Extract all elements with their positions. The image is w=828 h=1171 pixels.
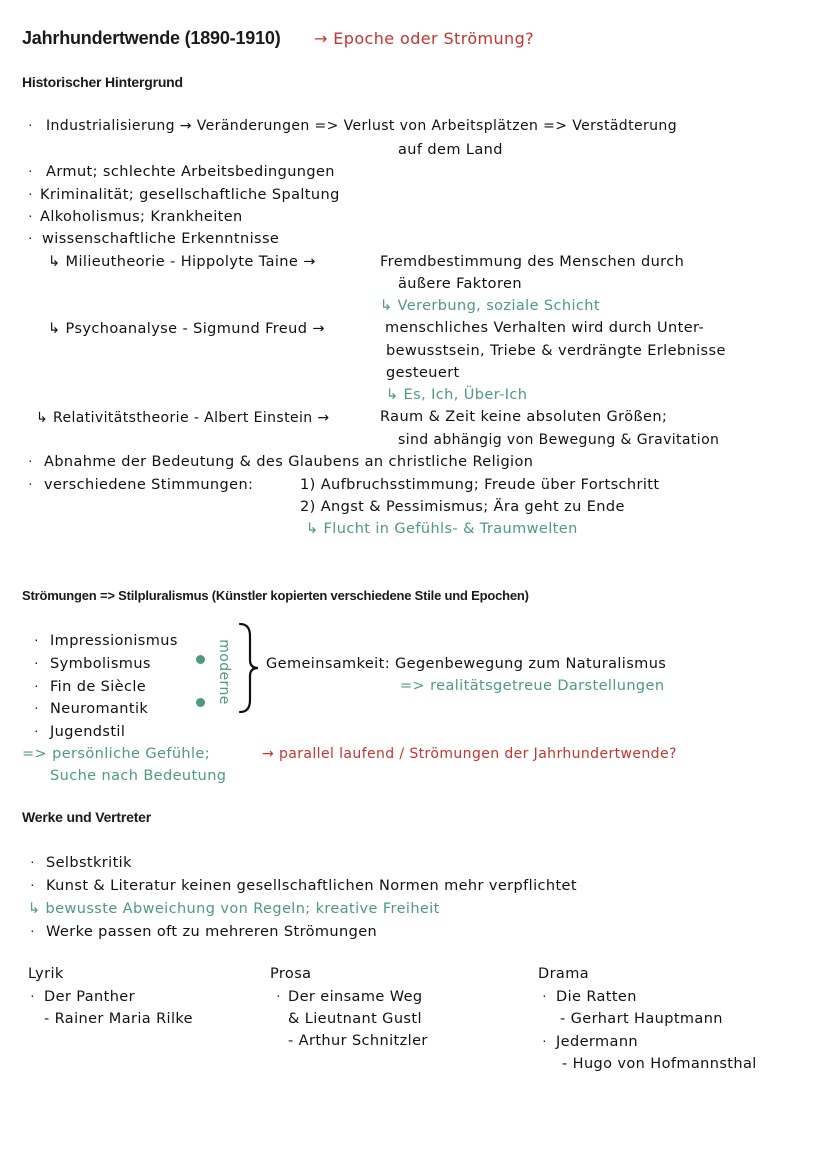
prosa-work-1: Der einsame Weg bbox=[288, 989, 423, 1005]
bullet: · bbox=[28, 116, 33, 132]
milieu-right-1: Fremdbestimmung des Menschen durch bbox=[380, 254, 685, 270]
relat-right-1: Raum & Zeit keine absoluten Größen; bbox=[380, 409, 668, 425]
page-title: Jahrhundertwende (1890-1910) bbox=[22, 28, 281, 48]
milieu-green: ↳ Vererbung, soziale Schicht bbox=[380, 298, 600, 314]
wissenschaft-line: wissenschaftliche Erkenntnisse bbox=[42, 231, 280, 247]
stroemung-item: Jugendstil bbox=[50, 724, 126, 740]
bullet: · bbox=[30, 987, 35, 1003]
industrial-line-2: auf dem Land bbox=[398, 142, 503, 158]
psycho-left: ↳ Psychoanalyse - Sigmund Freud → bbox=[48, 321, 325, 337]
milieu-left: ↳ Milieutheorie - Hippolyte Taine → bbox=[48, 254, 316, 270]
bullet: · bbox=[28, 452, 33, 468]
lyrik-work: Der Panther bbox=[44, 989, 135, 1005]
green-dot-marker bbox=[196, 655, 205, 664]
psycho-green: ↳ Es, Ich, Über-Ich bbox=[386, 387, 528, 403]
conclusion-green-2: Suche nach Bedeutung bbox=[50, 768, 227, 784]
bullet: · bbox=[276, 987, 281, 1003]
bullet: · bbox=[34, 631, 39, 647]
bullet: · bbox=[30, 853, 35, 869]
drama-heading: Drama bbox=[538, 966, 590, 982]
bullet: · bbox=[34, 722, 39, 738]
stimmungen-2: 2) Angst & Pessimismus; Ära geht zu Ende bbox=[300, 499, 625, 515]
abnahme-line: Abnahme der Bedeutung & des Glaubens an christliche Religion bbox=[44, 454, 534, 470]
lyrik-heading: Lyrik bbox=[28, 966, 64, 982]
drama-author-1: - Gerhart Hauptmann bbox=[560, 1011, 723, 1027]
section-heading-historisch: Historischer Hintergrund bbox=[22, 74, 183, 90]
kunst-line: Kunst & Literatur keinen gesellschaftlichen Normen mehr verpflichtet bbox=[46, 878, 577, 894]
gemeinsamkeit-line: Gemeinsamkeit: Gegenbewegung zum Naturalismus bbox=[266, 656, 667, 672]
bullet: · bbox=[30, 876, 35, 892]
prosa-work-2: & Lieutnant Gustl bbox=[288, 1011, 422, 1027]
bullet: · bbox=[542, 1032, 547, 1048]
stimmungen-1: 1) Aufbruchsstimmung; Freude über Fortschritt bbox=[300, 477, 660, 493]
relat-right-2: sind abhängig von Bewegung & Gravitation bbox=[398, 432, 720, 448]
gemeinsamkeit-green: => realitätsgetreue Darstellungen bbox=[400, 678, 665, 694]
title-question: → Epoche oder Strömung? bbox=[314, 29, 535, 48]
drama-work-2: Jedermann bbox=[556, 1034, 639, 1050]
armut-line: Armut; schlechte Arbeitsbedingungen bbox=[46, 164, 335, 180]
kunst-green: ↳ bewusste Abweichung von Regeln; kreative Freiheit bbox=[28, 901, 440, 917]
section-heading-stroemungen: Strömungen => Stilpluralismus (Künstler kopierten verschiedene Stile und Epochen) bbox=[22, 588, 529, 603]
psycho-right-3: gesteuert bbox=[386, 365, 460, 381]
prosa-heading: Prosa bbox=[270, 966, 312, 982]
psycho-right-2: bewusstsein, Triebe & verdrängte Erlebnisse bbox=[386, 343, 726, 359]
relat-left: ↳ Relativitätstheorie - Albert Einstein → bbox=[36, 410, 330, 426]
bullet: · bbox=[542, 987, 547, 1003]
bullet: · bbox=[28, 229, 33, 245]
alkohol-line: Alkoholismus; Krankheiten bbox=[40, 209, 243, 225]
stroemung-item: Fin de Siècle bbox=[50, 679, 147, 695]
stroemung-item: Neuromantik bbox=[50, 701, 149, 717]
conclusion-red: → parallel laufend / Strömungen der Jahrhundertwende? bbox=[262, 746, 677, 762]
prosa-author: - Arthur Schnitzler bbox=[288, 1033, 428, 1049]
section-heading-werke: Werke und Vertreter bbox=[22, 809, 151, 825]
green-dot-marker bbox=[196, 698, 205, 707]
curly-brace bbox=[236, 622, 260, 714]
bullet: · bbox=[28, 207, 33, 223]
werke-passen-line: Werke passen oft zu mehreren Strömungen bbox=[46, 924, 378, 940]
stimmungen-green: ↳ Flucht in Gefühls- & Traumwelten bbox=[306, 521, 578, 537]
selbstkritik-line: Selbstkritik bbox=[46, 855, 132, 871]
moderne-vertical-label: moderne bbox=[215, 639, 232, 705]
stroemung-item: Impressionismus bbox=[50, 633, 178, 649]
stimmungen-left: verschiedene Stimmungen: bbox=[44, 477, 254, 493]
bullet: · bbox=[34, 699, 39, 715]
drama-work-1: Die Ratten bbox=[556, 989, 637, 1005]
bullet: · bbox=[28, 185, 33, 201]
psycho-right-1: menschliches Verhalten wird durch Unter- bbox=[385, 320, 705, 336]
stroemung-item: Symbolismus bbox=[50, 656, 151, 672]
conclusion-green-1: => persönliche Gefühle; bbox=[22, 746, 211, 762]
kriminalitaet-line: Kriminalität; gesellschaftliche Spaltung bbox=[40, 187, 340, 203]
drama-author-2: - Hugo von Hofmannsthal bbox=[562, 1056, 757, 1072]
industrial-line-1: Industrialisierung → Veränderungen => Verlust von Arbeitsplätzen => Verstädterung bbox=[46, 118, 677, 134]
bullet: · bbox=[34, 654, 39, 670]
bullet: · bbox=[28, 475, 33, 491]
lyrik-author: - Rainer Maria Rilke bbox=[44, 1011, 194, 1027]
bullet: · bbox=[28, 162, 33, 178]
milieu-right-2: äußere Faktoren bbox=[398, 276, 522, 292]
bullet: · bbox=[34, 677, 39, 693]
bullet: · bbox=[30, 922, 35, 938]
